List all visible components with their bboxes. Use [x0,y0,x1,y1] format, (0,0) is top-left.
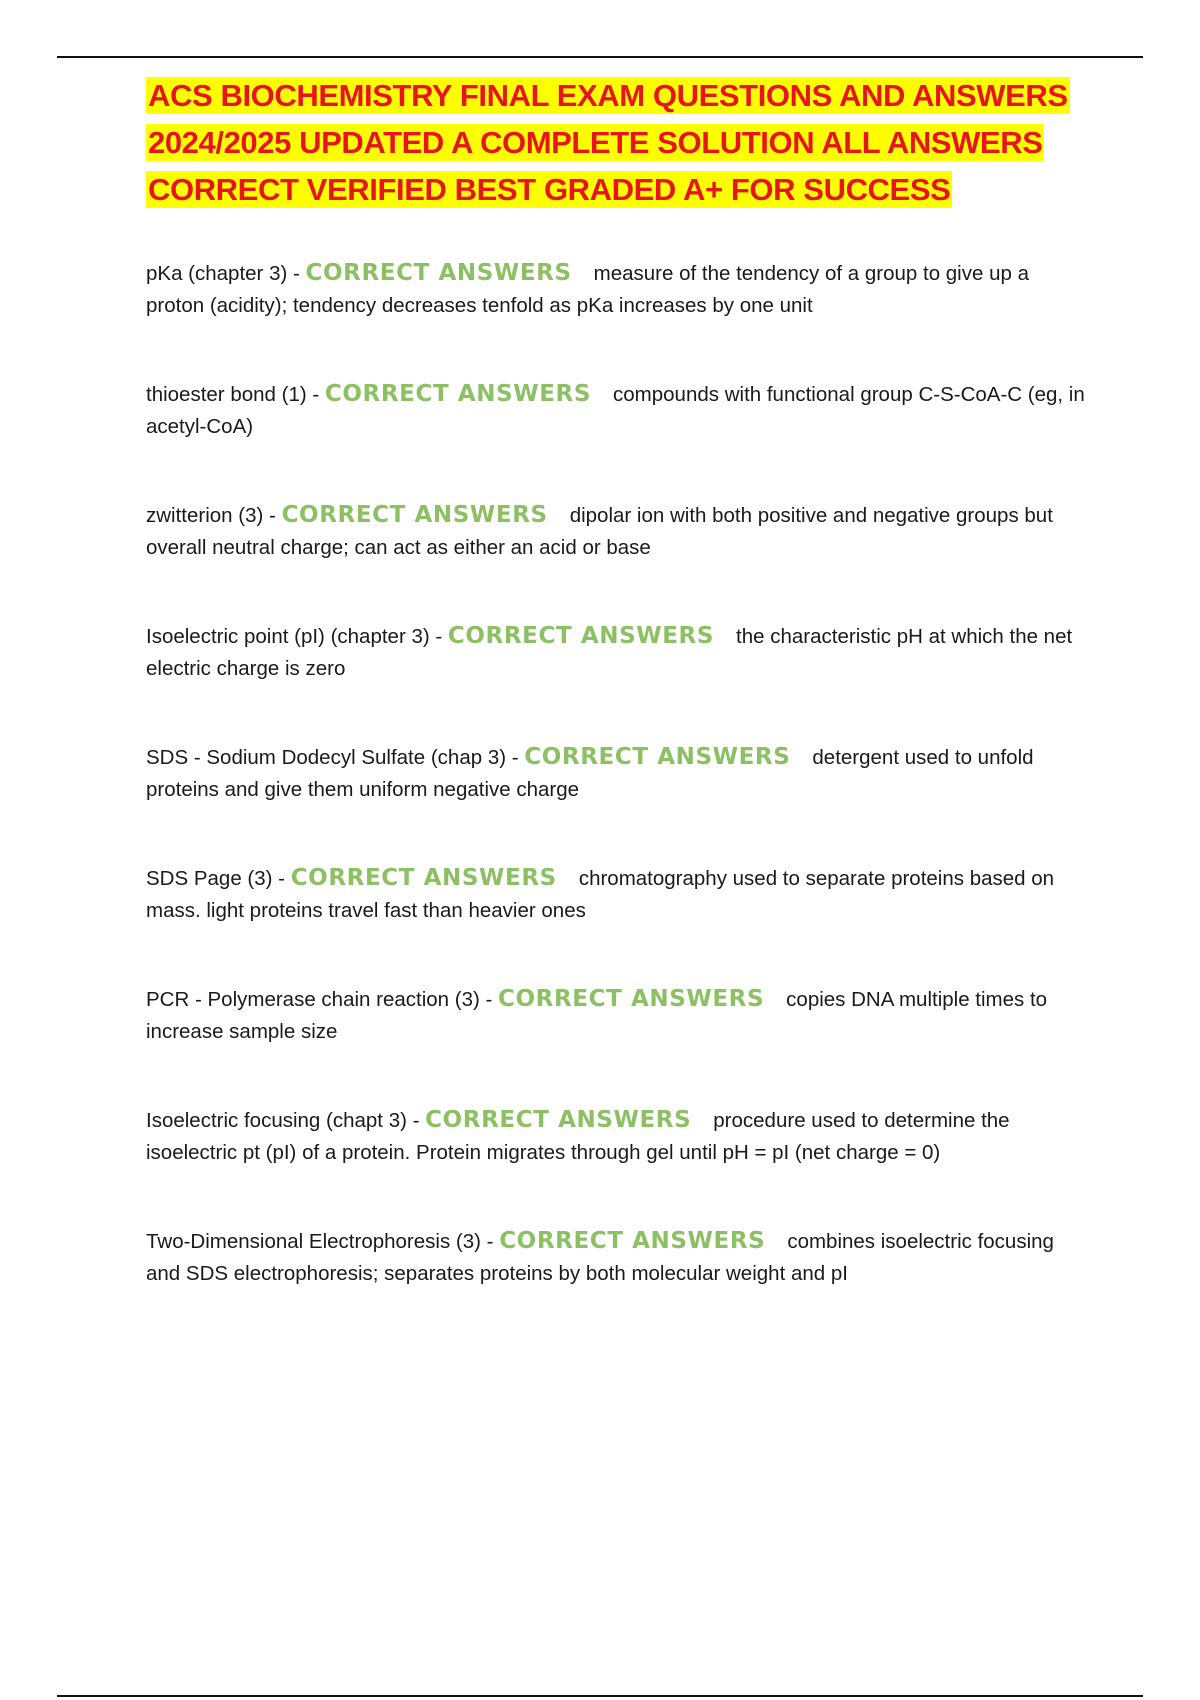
entry-term: Isoelectric point (pI) (chapter 3) - [146,625,448,648]
entry-isoelectric-focusing [146,1104,1086,1169]
entry-pka [146,257,1086,322]
correct-answers-tag: CORRECT ANSWERS [447,623,715,649]
entry-term: pKa (chapter 3) - [146,262,306,285]
document-title-text: ACS BIOCHEMISTRY FINAL EXAM QUESTIONS AND ANSWERS 2024/2025 UPDATED A COMPLETE SOLUTION ALL ANSWERS CORRECT VERIFIED BEST GRADED A+ FOR SUCCESS [148,78,1068,207]
entry-answer: combines isoelectric focusing and SDS electrophoresis; separates proteins by both molecular weight and pI [146,1230,1054,1285]
entry-zwitterion [146,499,1086,564]
entry-term: PCR - Polymerase chain reaction (3) - [146,988,499,1011]
correct-answers-tag: CORRECT ANSWERS [281,502,548,528]
document-body [146,72,1086,1346]
entry-term: SDS Page (3) - [146,867,291,890]
entry-term: thioester bond (1) - [146,383,325,406]
entry-list [146,257,1086,1290]
correct-answers-tag: CORRECT ANSWERS [324,381,592,407]
entry-term: SDS - Sodium Dodecyl Sulfate (chap 3) - [146,746,525,769]
entry-sds [146,741,1086,806]
entry-answer: chromatography used to separate proteins based on mass. light proteins travel fast than heavier ones [146,867,1055,922]
correct-answers-tag: CORRECT ANSWERS [290,865,557,891]
header-rule [57,56,1143,58]
entry-answer: procedure used to determine the isoelectric pt (pI) of a protein. Protein migrates through gel until pH = pI (net charge = 0) [146,1109,1010,1164]
entry-answer: measure of the tendency of a group to give up a proton (acidity); tendency decreases tenfold as pKa increases by one unit [146,262,1029,317]
entry-two-dimensional-electrophoresis [146,1225,1086,1290]
entry-answer: the characteristic pH at which the net electric charge is zero [146,625,1073,680]
entry-term: Isoelectric focusing (chapt 3) - [146,1109,426,1132]
entry-pcr [146,983,1086,1048]
entry-answer: copies DNA multiple times to increase sample size [146,988,1048,1043]
entry-answer: detergent used to unfold proteins and give them uniform negative charge [146,746,1034,801]
entry-answer: compounds with functional group C-S-CoA-C (eg, in acetyl-CoA) [146,383,1085,438]
correct-answers-tag: CORRECT ANSWERS [498,986,765,1012]
entry-thioester-bond [146,378,1086,443]
document-title [146,72,1086,213]
entry-term: Two-Dimensional Electrophoresis (3) - [146,1230,500,1253]
footer-rule [57,1695,1143,1697]
correct-answers-tag: CORRECT ANSWERS [524,744,791,770]
entry-sds-page [146,862,1086,927]
correct-answers-tag: CORRECT ANSWERS [425,1107,692,1133]
correct-answers-tag: CORRECT ANSWERS [305,260,572,286]
entry-answer: dipolar ion with both positive and negative groups but overall neutral charge; can act as either an acid or base [146,504,1053,559]
entry-isoelectric-point [146,620,1086,685]
correct-answers-tag: CORRECT ANSWERS [499,1228,766,1254]
entry-term: zwitterion (3) - [146,504,282,527]
